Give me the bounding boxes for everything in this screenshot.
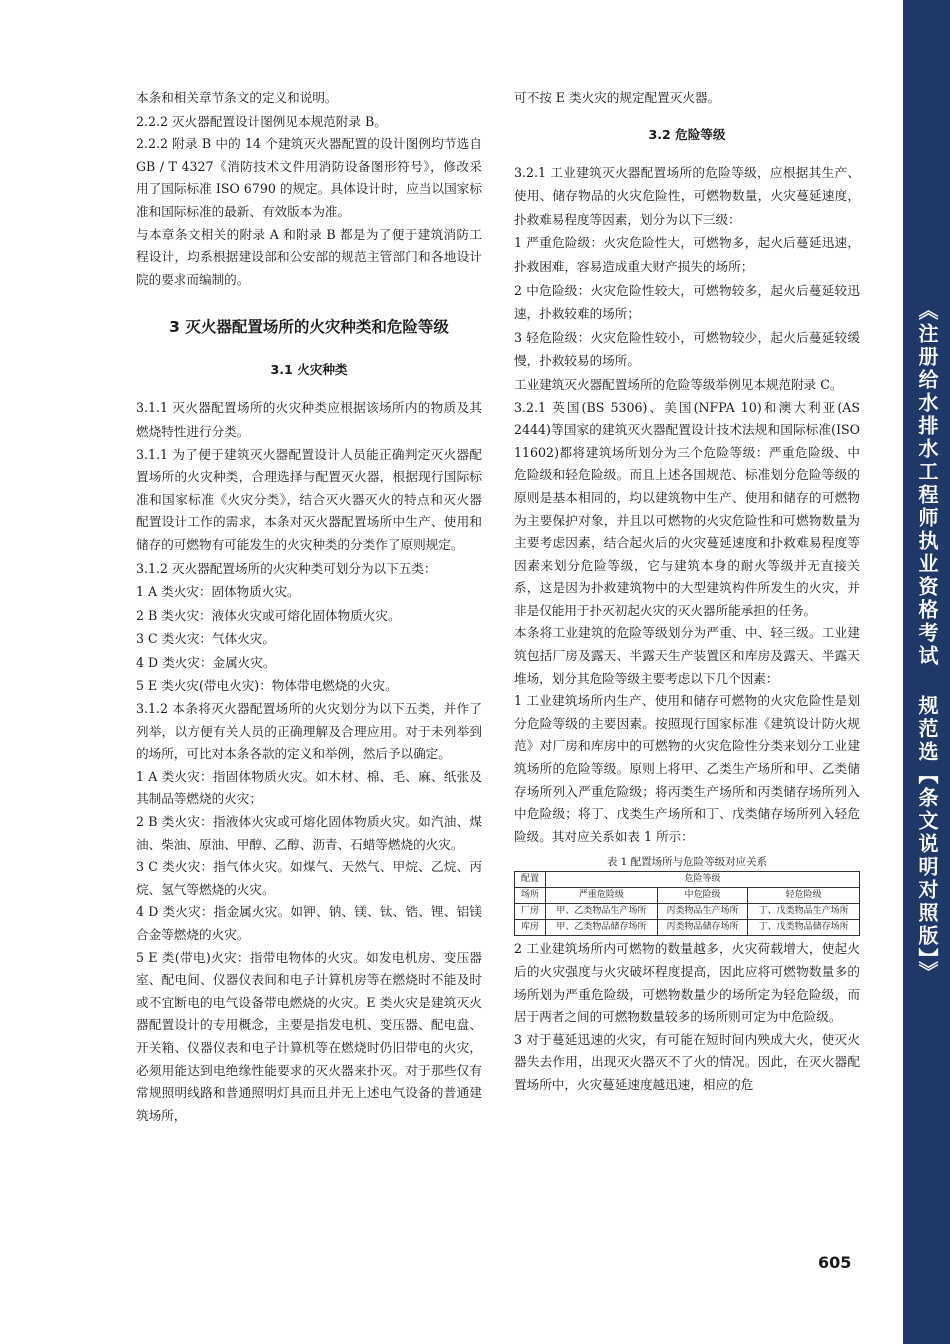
list-item: 4 D 类火灾：指金属火灾。如钾、钠、镁、钛、锆、锂、铝镁合金等燃烧的火灾。 [136, 904, 482, 942]
list-item: 1 严重危险级：火灾危险性大，可燃物多，起火后蔓延迅速，扑救困难，容易造成重大财产损失的场所； [514, 235, 860, 274]
table-col-header: 严重危险级 [546, 888, 658, 904]
table-col-header: 中危险级 [657, 888, 748, 904]
left-column [136, 86, 482, 1127]
list-item: 2 工业建筑场所内可燃物的数量越多，火灾荷载增大，使起火后的火灾强度与火灾破坏程度提高，因此应将可燃物数量多的场所划为严重危险级，可燃物数量少的场所定为轻危险级，而居于两者之间的可燃物数量较多的场所则可定为中危险级。 [514, 941, 860, 1025]
hazard-table [514, 871, 860, 936]
right-column [514, 86, 860, 1097]
table-cell: 库房 [515, 920, 546, 936]
clause-explanation: 3.1.2 本条将灭火器配置场所的火灾划分为以下五类，并作了列举，以方便有关人员的正确理解及合理应用。对于未列举到的场所，可比对本条各款的定义和举例，然后予以确定。 [136, 701, 482, 762]
table-cell: 甲、乙类物品生产场所 [546, 904, 658, 920]
list-item: 3 对于蔓延迅速的火灾，有可能在短时间内殃成大火，使灭火器失去作用，出现灭火器灭不了火的情况。因此，在灭火器配置场所中，火灾蔓延速度越迅速，相应的危 [514, 1031, 860, 1092]
table-cell: 丁、戊类物品储存场所 [748, 920, 860, 936]
table-corner: 场所 [515, 888, 546, 904]
list-item: 1 工业建筑场所内生产、使用和储存可燃物的火灾危险性是划分危险等级的主要因素。按照现行国家标准《建筑设计防火规范》对厂房和库房中的可燃物的火灾危险性分类来划分工业建筑场所的危险等级。原则上将甲、乙类生产场所和甲、乙类储存场所列入严重危险级；将丙类生产场所和丙类储存场所列入中危险级；将丁、戊类生产场所和丁、戊类储存场所列入轻危险级。其对应关系如表 1 所示： [514, 693, 860, 844]
table-cell: 甲、乙类物品储存场所 [546, 920, 658, 936]
list-item: 5 E 类(带电)火灾：指带电物体的火灾。如发电机房、变压器室、配电间、仪器仪表间和电子计算机房等在燃烧时不能及时或不宜断电的电气设备带电燃烧的火灾。E 类火灾是建筑灭火器配置设计的专用概念，主要是指发电机、变压器、配电盘、开关箱、仪器仪表和电子计算机等在燃烧时仍旧带电的火灾，必须用能达到电绝缘性能要求的灭火器来扑灭。对于那些仅有常规照明线路和普通照明灯具而且并无上述电气设备的普通建筑场所， [136, 949, 482, 1123]
book-title: 《注册给水排水工程师执业资格考试 规范选【条文说明对照版】》 [915, 300, 939, 984]
book-title-sidebar [903, 0, 950, 1344]
table-header-row [515, 888, 860, 904]
paragraph: 本条将工业建筑的危险等级划分为严重、中、轻三级。工业建筑包括厂房及露天、半露天生产装置区和库房及露天、半露天堆场，划分其危险等级主要考虑以下几个因素： [514, 625, 860, 686]
paragraph: 可不按 E 类火灾的规定配置灭火器。 [514, 90, 721, 105]
clause: 3.2.1 工业建筑灭火器配置场所的危险等级，应根据其生产、使用、储存物品的火灾危险性，可燃物数量，火灾蔓延速度，扑救难易程度等因素，划分为以下三级： [514, 164, 860, 227]
paragraph: 本条和相关章节条文的定义和说明。 [136, 90, 338, 105]
paragraph: 2.2.2 附录 B 中的 14 个建筑灭火器配置的设计图例均节选自 GB / T 4327《消防技术文件用消防设备图形符号》，修改采用了国际标准 ISO 6790 的规定。具体设计时，应当以国家标准和国际标准的最新、有效版本为准。 [136, 136, 482, 219]
list-item: 1 A 类火灾：固体物质火灾。 [136, 584, 300, 600]
table-group-header: 危险等级 [546, 872, 860, 888]
table-cell: 丙类物品生产场所 [657, 904, 748, 920]
list-item: 2 B 类火灾：液体火灾或可熔化固体物质火灾。 [136, 607, 401, 623]
clause-explanation: 3.2.1 英国(BS 5306)、美国(NFPA 10)和澳大利亚(AS 2444)等国家的建筑灭火器配置设计技术法规和国际标准(ISO 11602)都将建筑场所划分为三个危险等级：严重危险级、中危险级和轻危险级。而且上述各国规范、标准划分危险等级的原则是基本相同的，均以建筑物中生产、使用和储存的可燃物为主要保护对象，并且以可燃物的火灾危险性和可燃物数量为主要考虑因素，结合起火后的火灾蔓延速度和扑救难易程度等因素来划分危险等级，它与建筑本身的耐火等级并无直接关系，这是因为扑救建筑物中的大型建筑构件所发生的火灾，并非是仅能用于扑灭初起火灾的灭火器所能承担的任务。 [514, 399, 860, 618]
clause-explanation: 3.1.1 为了便于建筑灭火器配置设计人员能正确判定灭火器配置场所的火灾种类，合理选择与配置灭火器，根据现行国际标准和国家标准《火灾分类》，结合灭火器灭火的特点和灭火器配置设计工作的需求，本条对灭火器配置场所中生产、使用和储存的可燃物有可能发生的火灾种类的分类作了原则规定。 [136, 446, 482, 552]
paragraph: 工业建筑灭火器配置场所的危险等级举例见本规范附录 C。 [514, 376, 843, 392]
list-item: 4 D 类火灾：金属火灾。 [136, 654, 276, 670]
clause: 3.1.2 灭火器配置场所的火灾种类可划分为以下五类： [136, 560, 437, 576]
table-row [515, 920, 860, 936]
list-item: 1 A 类火灾：指固体物质火灾。如木材、棉、毛、麻、纸张及其制品等燃烧的火灾； [136, 768, 482, 807]
section-title: 3 灭火器配置场所的火灾种类和危险等级 [169, 318, 449, 337]
paragraph: 2.2.2 灭火器配置设计图例见本规范附录 B。 [136, 113, 387, 129]
list-item: 3 C 类火灾：指气体火灾。如煤气、天然气、甲烷、乙烷、丙烷、氢气等燃烧的火灾。 [136, 859, 482, 897]
table-row [515, 904, 860, 920]
list-item: 2 B 类火灾：指液体火灾或可熔化固体物质火灾。如汽油、煤油、柴油、原油、甲醇、乙醇、沥青、石蜡等燃烧的火灾。 [136, 814, 482, 852]
list-item: 2 中危险级：火灾危险性较大，可燃物较多，起火后蔓延较迅速，扑救较难的场所； [514, 282, 860, 322]
table-col-header: 轻危险级 [748, 888, 860, 904]
clause: 3.1.1 灭火器配置场所的火灾种类应根据该场所内的物质及其燃烧特性进行分类。 [136, 400, 482, 439]
table-cell: 丙类物品储存场所 [657, 920, 748, 936]
table-corner [515, 872, 546, 888]
paragraph: 与本章条文相关的附录 A 和附录 B 都是为了便于建筑消防工程设计，均系根据建设部和公安部的规范主管部门和各地设计院的要求而编制的。 [136, 226, 482, 287]
subsection-title: 3.2 危险等级 [648, 126, 726, 142]
subsection-title: 3.1 火灾种类 [270, 362, 348, 378]
list-item: 3 轻危险级：火灾危险性较小，可燃物较少，起火后蔓延较缓慢，扑救较易的场所。 [514, 329, 860, 369]
list-item: 5 E 类火灾(带电火灾)：物体带电燃烧的火灾。 [136, 678, 398, 694]
table-cell: 厂房 [515, 904, 546, 920]
page-number: 605 [818, 1253, 852, 1272]
table-cell: 丁、戊类物品生产场所 [748, 904, 860, 920]
corner-top: 配置 [520, 874, 539, 885]
list-item: 3 C 类火灾：气体火灾。 [136, 631, 275, 647]
table-header-row [515, 872, 860, 888]
table-caption: 表 1 配置场所与危险等级对应关系 [606, 856, 768, 869]
